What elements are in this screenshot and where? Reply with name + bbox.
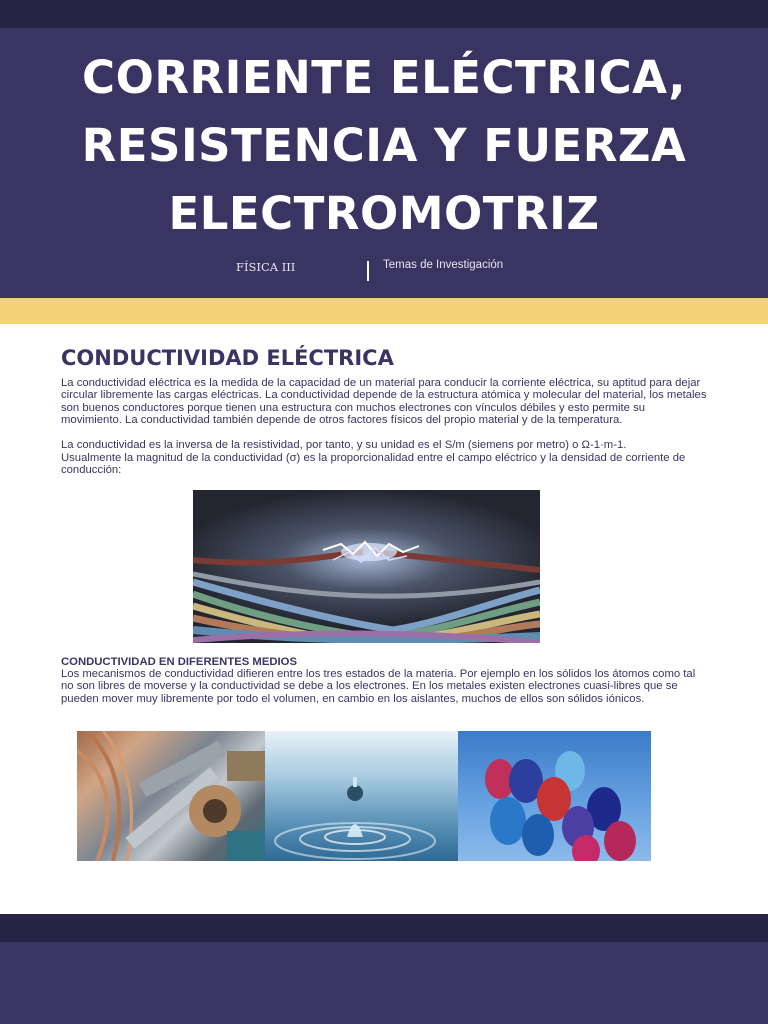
metal-parts-illustration: [77, 731, 265, 861]
paragraph-units: La conductividad es la inversa de la resistividad, por tanto, y su unidad es el S/m (siemens por metro) o Ω-1·m-1.: [61, 439, 627, 451]
top-strip: [0, 0, 768, 28]
subsection-heading: CONDUCTIVIDAD EN DIFERENTES MEDIOS: [61, 656, 297, 668]
title-line-1: CORRIENTE ELÉCTRICA,: [82, 51, 686, 104]
subtitle-divider: [367, 261, 369, 281]
paragraph-definition: La conductividad eléctrica es la medida de la capacidad de un material para conducir la corriente eléctrica, su aptitud para dejar circular libremente las cargas eléctricas. La conductividad depende de la estructura atómica y molecular del material, los metales son buenos conductores porque tienen una estructura con muchos electrones con vínculos débiles y esto permite su movimiento. La conductividad también depende de otros factores físicos del propio material y de la temperatura.: [61, 377, 707, 427]
bottom-strip: [0, 914, 768, 942]
section-label: Temas de Investigación: [383, 259, 504, 271]
footer-band: [0, 942, 768, 1024]
document-title: [0, 44, 768, 248]
section-heading: CONDUCTIVIDAD ELÉCTRICA: [61, 346, 394, 370]
balloons-illustration: [458, 731, 651, 861]
water-drop-image: [265, 731, 458, 861]
balloons-image: [458, 731, 651, 861]
metal-parts-image: [77, 731, 265, 861]
gold-accent-band: [0, 298, 768, 324]
media-images-strip: [77, 731, 651, 861]
electric-cables-spark-image: [193, 490, 540, 643]
title-line-2: RESISTENCIA Y FUERZA: [81, 119, 687, 172]
paragraph-media: Los mecanismos de conductividad difieren entre los tres estados de la materia. Por ejemplo en los sólidos los átomos como tal no son libres de moverse y la conductividad se debe a los electrones. En los metales existen electrones cuasi-libres que se pueden mover muy libremente por todo el volumen, en cambio en los aislantes, muchos de ellos son sólidos iónicos.: [61, 668, 696, 705]
cables-illustration: [193, 490, 540, 643]
water-drop-illustration: [265, 731, 458, 861]
title-line-3: ELECTROMOTRIZ: [168, 187, 600, 240]
paragraph-magnitude: Usualmente la magnitud de la conductividad (σ) es la proporcionalidad entre el campo eléctrico y la densidad de corriente de conducción:: [61, 452, 686, 477]
subject-label: FÍSICA III: [236, 260, 296, 274]
